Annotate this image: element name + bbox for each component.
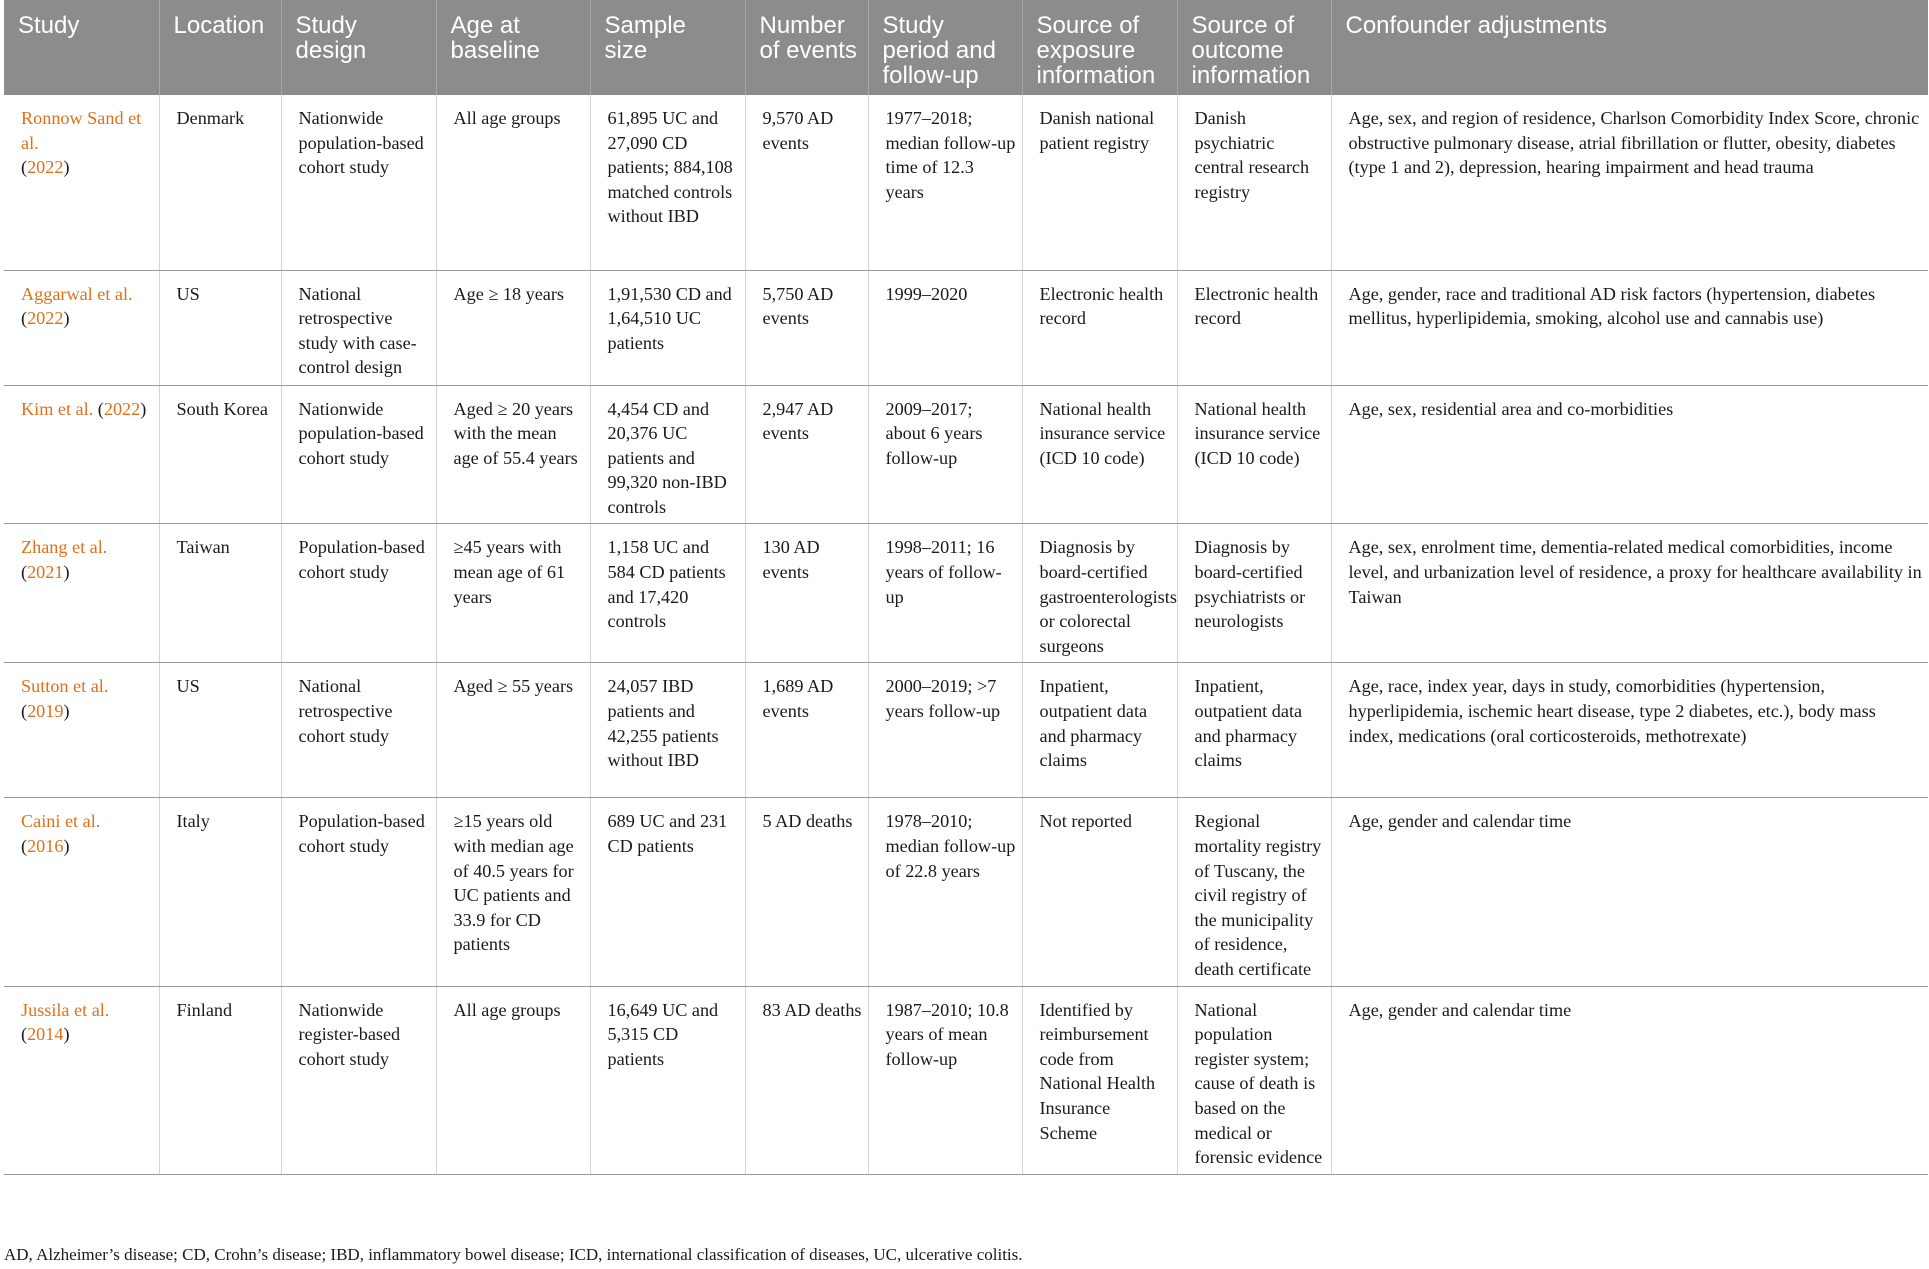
study-reference-link[interactable]: Aggarwal et al. bbox=[21, 283, 133, 304]
cell-period: 1999–2020 bbox=[868, 270, 1022, 385]
cell-age: Age ≥ 18 years bbox=[436, 270, 590, 385]
cell-design: Nationwide population-based cohort study bbox=[281, 385, 436, 524]
study-year: (2022) bbox=[97, 398, 147, 419]
table-footnote: AD, Alzheimer’s disease; CD, Crohn’s disease; IBD, inflammatory bowel disease; ICD, international classification of diseases, UC, ulcerative colitis. bbox=[4, 1245, 1023, 1264]
cell-confounders: Age, sex, enrolment time, dementia-related medical comorbidities, income level, and urbanization level of residence, a proxy for healthcare availability in Taiwan bbox=[1331, 524, 1928, 663]
header-study-design: Study design bbox=[281, 0, 436, 95]
cell-age: All age groups bbox=[436, 986, 590, 1174]
cell-sample: 24,057 IBD patients and 42,255 patients without IBD bbox=[590, 663, 745, 798]
cell-sample: 1,158 UC and 584 CD patients and 17,420 controls bbox=[590, 524, 745, 663]
cell-age: ≥15 years old with median age of 40.5 years for UC patients and 33.9 for CD patients bbox=[436, 798, 590, 986]
table-row bbox=[4, 95, 1928, 270]
header-location: Location bbox=[159, 0, 281, 95]
cell-age: Aged ≥ 20 years with the mean age of 55.4 years bbox=[436, 385, 590, 524]
study-characteristics-table bbox=[4, 0, 1928, 1175]
cell-outcome: Diagnosis by board-certified psychiatrists or neurologists bbox=[1177, 524, 1331, 663]
study-reference-link[interactable]: Sutton et al. bbox=[21, 676, 109, 697]
study-year: (2021) bbox=[21, 562, 70, 583]
table-row bbox=[4, 385, 1928, 524]
header-number-of-events: Number of events bbox=[745, 0, 868, 95]
cell-events: 130 AD events bbox=[745, 524, 868, 663]
cell-study bbox=[4, 986, 159, 1174]
study-year: (2019) bbox=[21, 701, 70, 722]
cell-outcome: National population register system; cause of death is based on the medical or forensic evidence bbox=[1177, 986, 1331, 1174]
cell-outcome: Regional mortality registry of Tuscany, the civil registry of the municipality of residence, death certificate bbox=[1177, 798, 1331, 986]
cell-period: 1977–2018; median follow-up time of 12.3 years bbox=[868, 95, 1022, 270]
cell-confounders: Age, gender and calendar time bbox=[1331, 986, 1928, 1174]
cell-exposure: Not reported bbox=[1022, 798, 1177, 986]
cell-design: National retrospective study with case-control design bbox=[281, 270, 436, 385]
cell-outcome: Electronic health record bbox=[1177, 270, 1331, 385]
cell-study bbox=[4, 663, 159, 798]
study-reference-link[interactable]: Zhang et al. bbox=[21, 537, 108, 558]
cell-age: Aged ≥ 55 years bbox=[436, 663, 590, 798]
header-sample-size: Sample size bbox=[590, 0, 745, 95]
table-row bbox=[4, 798, 1928, 986]
cell-design: Population-based cohort study bbox=[281, 798, 436, 986]
cell-outcome: Inpatient, outpatient data and pharmacy claims bbox=[1177, 663, 1331, 798]
cell-period: 2000–2019; >7 years follow-up bbox=[868, 663, 1022, 798]
cell-confounders: Age, sex, residential area and co-morbidities bbox=[1331, 385, 1928, 524]
cell-location: Denmark bbox=[159, 95, 281, 270]
header-age-at-baseline: Age at baseline bbox=[436, 0, 590, 95]
header-exposure-source: Source of exposure information bbox=[1022, 0, 1177, 95]
cell-events: 83 AD deaths bbox=[745, 986, 868, 1174]
cell-design: National retrospective cohort study bbox=[281, 663, 436, 798]
cell-confounders: Age, race, index year, days in study, comorbidities (hypertension, hyperlipidemia, ischemic heart disease, type 2 diabetes, etc.), body mass index, medications (oral corticosteroids, methotrexate) bbox=[1331, 663, 1928, 798]
year-reference-link[interactable]: 2016 bbox=[27, 836, 64, 857]
cell-study bbox=[4, 95, 159, 270]
cell-design: Population-based cohort study bbox=[281, 524, 436, 663]
table-row bbox=[4, 270, 1928, 385]
table-row bbox=[4, 524, 1928, 663]
cell-location: South Korea bbox=[159, 385, 281, 524]
header-study-period: Study period and follow-up bbox=[868, 0, 1022, 95]
table-row bbox=[4, 663, 1928, 798]
cell-sample: 16,649 UC and 5,315 CD patients bbox=[590, 986, 745, 1174]
year-reference-link[interactable]: 2014 bbox=[27, 1024, 64, 1045]
cell-sample: 61,895 UC and 27,090 CD patients; 884,108 matched controls without IBD bbox=[590, 95, 745, 270]
header-confounders: Confounder adjustments bbox=[1331, 0, 1928, 95]
cell-exposure: Diagnosis by board-certified gastroenterologists or colorectal surgeons bbox=[1022, 524, 1177, 663]
cell-events: 5 AD deaths bbox=[745, 798, 868, 986]
study-year: (2014) bbox=[21, 1024, 70, 1045]
cell-confounders: Age, gender, race and traditional AD risk factors (hypertension, diabetes mellitus, hyperlipidemia, smoking, alcohol use and cannabis use) bbox=[1331, 270, 1928, 385]
cell-location: Finland bbox=[159, 986, 281, 1174]
year-reference-link[interactable]: 2019 bbox=[27, 701, 64, 722]
study-reference-link[interactable]: Kim et al. bbox=[21, 398, 94, 419]
cell-sample: 4,454 CD and 20,376 UC patients and 99,320 non-IBD controls bbox=[590, 385, 745, 524]
cell-sample: 689 UC and 231 CD patients bbox=[590, 798, 745, 986]
cell-design: Nationwide register-based cohort study bbox=[281, 986, 436, 1174]
table-header-row bbox=[4, 0, 1928, 95]
cell-location: US bbox=[159, 663, 281, 798]
cell-study bbox=[4, 385, 159, 524]
cell-period: 1998–2011; 16 years of follow-up bbox=[868, 524, 1022, 663]
study-year: (2022) bbox=[21, 157, 70, 178]
cell-exposure: National health insurance service (ICD 10 code) bbox=[1022, 385, 1177, 524]
cell-location: Italy bbox=[159, 798, 281, 986]
cell-study bbox=[4, 524, 159, 663]
cell-period: 1987–2010; 10.8 years of mean follow-up bbox=[868, 986, 1022, 1174]
header-outcome-source: Source of outcome information bbox=[1177, 0, 1331, 95]
study-reference-link[interactable]: Ronnow Sand et al. bbox=[21, 108, 142, 153]
table-row bbox=[4, 986, 1928, 1174]
cell-sample: 1,91,530 CD and 1,64,510 UC patients bbox=[590, 270, 745, 385]
header-study: Study bbox=[4, 0, 159, 95]
cell-exposure: Identified by reimbursement code from National Health Insurance Scheme bbox=[1022, 986, 1177, 1174]
cell-location: Taiwan bbox=[159, 524, 281, 663]
cell-study bbox=[4, 798, 159, 986]
study-year: (2016) bbox=[21, 836, 70, 857]
cell-exposure: Danish national patient registry bbox=[1022, 95, 1177, 270]
cell-events: 2,947 AD events bbox=[745, 385, 868, 524]
year-reference-link[interactable]: 2022 bbox=[27, 157, 64, 178]
cell-outcome: National health insurance service (ICD 10 code) bbox=[1177, 385, 1331, 524]
cell-exposure: Inpatient, outpatient data and pharmacy claims bbox=[1022, 663, 1177, 798]
cell-events: 9,570 AD events bbox=[745, 95, 868, 270]
cell-events: 5,750 AD events bbox=[745, 270, 868, 385]
cell-age: ≥45 years with mean age of 61 years bbox=[436, 524, 590, 663]
cell-outcome: Danish psychiatric central research registry bbox=[1177, 95, 1331, 270]
cell-events: 1,689 AD events bbox=[745, 663, 868, 798]
year-reference-link[interactable]: 2021 bbox=[27, 562, 64, 583]
cell-location: US bbox=[159, 270, 281, 385]
cell-design: Nationwide population-based cohort study bbox=[281, 95, 436, 270]
cell-exposure: Electronic health record bbox=[1022, 270, 1177, 385]
cell-confounders: Age, sex, and region of residence, Charlson Comorbidity Index Score, chronic obstructive pulmonary disease, atrial fibrillation or flutter, obesity, diabetes (type 1 and 2), depression, hearing impairment and head trauma bbox=[1331, 95, 1928, 270]
study-table-container bbox=[4, 0, 1928, 1175]
cell-age: All age groups bbox=[436, 95, 590, 270]
cell-period: 1978–2010; median follow-up of 22.8 years bbox=[868, 798, 1022, 986]
cell-period: 2009–2017; about 6 years follow-up bbox=[868, 385, 1022, 524]
year-reference-link[interactable]: 2022 bbox=[27, 308, 64, 329]
cell-study bbox=[4, 270, 159, 385]
study-year: (2022) bbox=[21, 308, 70, 329]
study-reference-link[interactable]: Jussila et al. bbox=[21, 999, 110, 1020]
year-reference-link[interactable]: 2022 bbox=[103, 398, 141, 419]
cell-confounders: Age, gender and calendar time bbox=[1331, 798, 1928, 986]
study-reference-link[interactable]: Caini et al. bbox=[21, 811, 101, 832]
